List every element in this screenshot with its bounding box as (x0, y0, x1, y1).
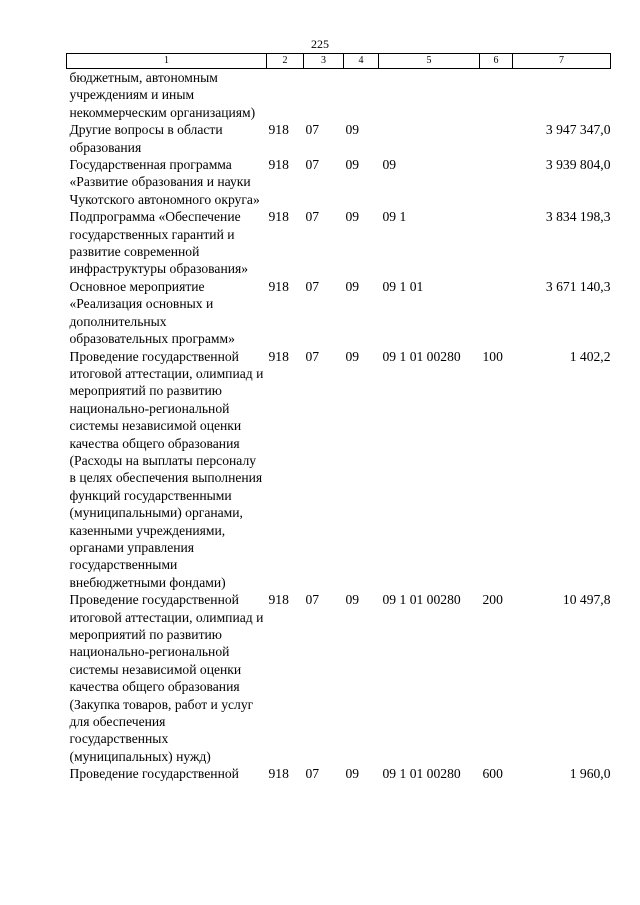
row-name-cell: Проведение государственной итоговой аттестации, олимпиад и мероприятий по развитию национально-региональной системы независимой оценки качества общего образования (Закупка товаров, работ и услуг для обеспечения государственных (муниципальных) нужд) (69, 592, 264, 764)
target-article-cell: 09 1 01 00280 (382, 348, 461, 364)
subsection-code-cell: 09 (345, 157, 360, 173)
row-name-cell: бюджетным, автономным учреждениям и иным некоммерческим организациям) (69, 70, 256, 120)
column-header-2: 2 (267, 54, 304, 69)
expense-type-cell (480, 69, 513, 122)
ministry-code-cell: 918 (268, 209, 289, 225)
column-header-6: 6 (480, 54, 513, 69)
target-article-cell: 09 1 01 00280 (382, 766, 461, 782)
expense-type-cell (480, 156, 513, 208)
table-row (67, 208, 611, 278)
ministry-code-cell: 918 (268, 348, 289, 364)
expense-type-cell: 100 (482, 348, 503, 364)
section-code-cell: 07 (305, 157, 320, 173)
subsection-code-cell: 09 (345, 766, 360, 782)
subsection-code-cell: 09 (345, 592, 360, 608)
section-code-cell: 07 (305, 766, 320, 782)
expense-type-cell (480, 278, 513, 348)
amount-cell: 1 402,2 (569, 348, 611, 364)
amount-cell: 3 671 140,3 (545, 278, 611, 294)
subsection-code-cell (344, 69, 379, 122)
expense-type-cell: 600 (482, 766, 503, 782)
target-article-cell (379, 69, 480, 122)
table-row (67, 765, 611, 782)
row-name-cell: Основное мероприятие «Реализация основных и дополнительных образовательных программ» (69, 278, 235, 347)
amount-cell: 3 834 198,3 (545, 209, 611, 225)
table-row (67, 591, 611, 765)
ministry-code-cell: 918 (268, 278, 289, 294)
section-code-cell: 07 (305, 209, 320, 225)
section-code-cell: 07 (305, 348, 320, 364)
ministry-code-cell: 918 (268, 157, 289, 173)
amount-cell: 10 497,8 (562, 592, 611, 608)
expense-type-cell: 200 (482, 592, 503, 608)
amount-cell: 3 947 347,0 (545, 122, 611, 138)
target-article-cell: 09 1 01 (382, 278, 424, 294)
ministry-code-cell: 918 (268, 766, 289, 782)
row-name-cell: Государственная программа «Развитие образования и науки Чукотского автономного округа» (69, 157, 260, 207)
expense-type-cell (480, 121, 513, 156)
section-code-cell: 07 (305, 592, 320, 608)
row-name-cell: Подпрограмма «Обеспечение государственных гарантий и развитие современной инфраструктуры образования» (69, 209, 249, 277)
row-name-cell: Другие вопросы в области образования (69, 122, 223, 155)
section-code-cell: 07 (305, 278, 320, 294)
table-header-row (67, 54, 611, 69)
subsection-code-cell: 09 (345, 278, 360, 294)
table-row (67, 156, 611, 208)
table-row (67, 348, 611, 592)
row-name-cell: Проведение государственной (69, 766, 239, 782)
table-row (67, 278, 611, 348)
amount-cell (513, 69, 611, 122)
row-name-cell: Проведение государственной итоговой аттестации, олимпиад и мероприятий по развитию национально-региональной системы независимой оценки качества общего образования (Расходы на выплаты персоналу в целях обеспечения выполнения функций государственными (муниципальными) органами, казенными учреждениями, органами управления государственными внебюджетными фондами) (69, 348, 264, 590)
section-code-cell (304, 69, 344, 122)
ministry-code-cell: 918 (268, 592, 289, 608)
ministry-code-cell (267, 69, 304, 122)
column-header-1: 1 (67, 54, 267, 69)
target-article-cell: 09 1 01 00280 (382, 592, 461, 608)
page-number: 225 (311, 37, 329, 51)
column-header-5: 5 (379, 54, 480, 69)
table-row (67, 121, 611, 156)
budget-table (66, 53, 611, 783)
target-article-cell (379, 121, 480, 156)
amount-cell: 3 939 804,0 (545, 157, 611, 173)
table-row (67, 69, 611, 122)
column-header-3: 3 (304, 54, 344, 69)
target-article-cell: 09 1 (382, 209, 407, 225)
column-header-4: 4 (344, 54, 379, 69)
subsection-code-cell: 09 (345, 122, 360, 138)
ministry-code-cell: 918 (268, 122, 289, 138)
expense-type-cell (480, 208, 513, 278)
amount-cell: 1 960,0 (569, 766, 611, 782)
subsection-code-cell: 09 (345, 209, 360, 225)
target-article-cell: 09 (382, 157, 397, 173)
subsection-code-cell: 09 (345, 348, 360, 364)
column-header-7: 7 (513, 54, 611, 69)
section-code-cell: 07 (305, 122, 320, 138)
